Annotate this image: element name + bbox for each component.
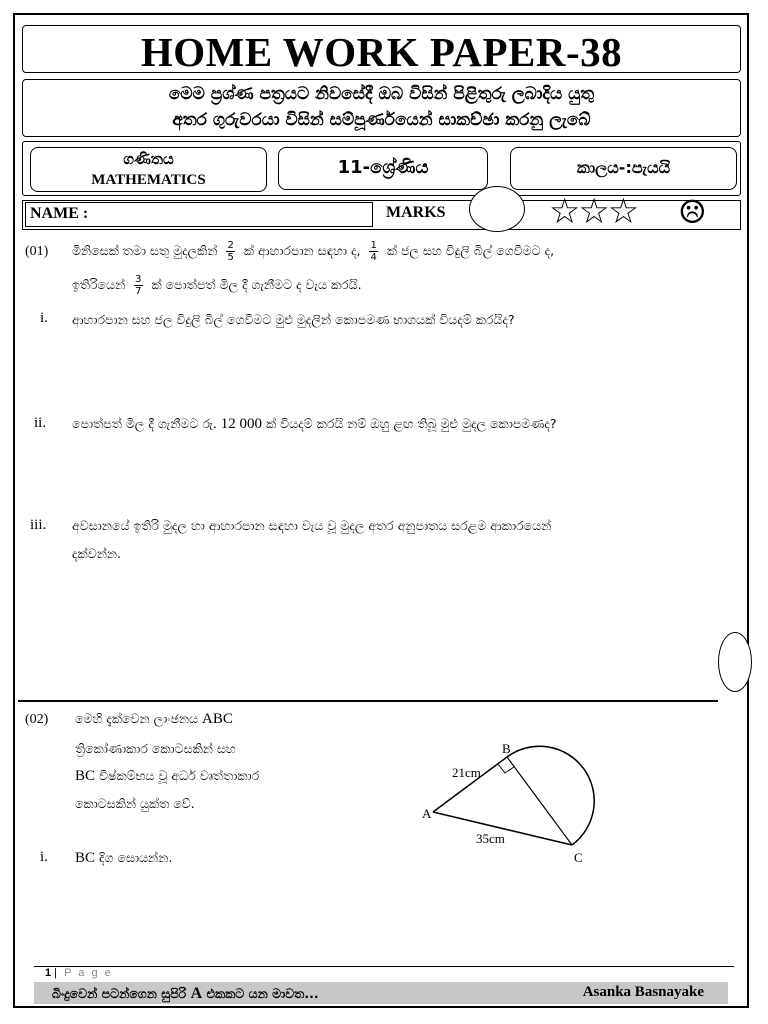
q1-number: (01) — [25, 244, 49, 259]
subject-sinhala: ගණිතය — [123, 150, 174, 168]
section-divider — [18, 700, 718, 702]
side-marks-oval[interactable] — [718, 632, 752, 692]
q1-line-1 — [72, 240, 554, 263]
q1-part-ii-amount: 12 000 — [220, 416, 263, 432]
fraction-numerator: 1 — [370, 240, 377, 251]
q1-part-ii-text-a: පොත්පත් මිල දී ගැනීමට රු. — [72, 416, 217, 431]
name-field[interactable] — [25, 202, 373, 227]
subject-english: MATHEMATICS — [91, 172, 206, 188]
footer-slogan-c: එකකට යන මාවත... — [206, 986, 319, 1001]
time-box — [510, 147, 737, 190]
grade-box — [278, 147, 488, 190]
subject-box — [30, 147, 267, 192]
q2-number: (02) — [25, 712, 49, 727]
q1-part-i-text: ආහාරපාන සහ ජල විදුලි බිල් ගෙවීමට මුළු මුදලින් කොපමණ භාගයක් වියදම් කරයිද? — [72, 312, 515, 327]
vertex-b-label: B — [502, 741, 511, 756]
q1-part-i-label: i. — [40, 310, 48, 326]
fraction-denominator: 4 — [370, 252, 377, 263]
grade-label: 11-ශ්‍රේණිය — [337, 157, 429, 178]
q1-text-1b: ක් ආහාරපාන සඳහා ද, — [243, 243, 361, 258]
footer-slogan-b: A — [190, 985, 203, 1002]
fraction-numerator: 3 — [135, 274, 142, 285]
q2-line-3 — [75, 768, 259, 785]
q2-line-3b: විෂ්කම්භය වූ අර්ධ වෘත්තාකාර — [99, 768, 260, 783]
q2-line-2: ත්‍රිකෝණාකාර කොටසකින් සහ — [75, 741, 236, 756]
title-box — [22, 25, 741, 73]
q1-part-ii-text-b: ක් වියදම් කරයි නම් ඔහු ළඟ තිබූ මුළු මුදල කොපමණද? — [266, 416, 557, 431]
q2-part-i-label: i. — [40, 849, 48, 865]
fraction-2-5 — [226, 240, 234, 263]
vertex-c-label: C — [574, 850, 583, 865]
semicircle-arc — [507, 746, 594, 845]
q2-line-1 — [75, 711, 233, 728]
q2-part-i-text — [75, 850, 172, 867]
fraction-1-4 — [369, 240, 377, 263]
page-number: 1 | P a g e — [45, 967, 113, 979]
footer-slogan-a: බිංදුවෙන් පටන්ගෙන සුපිරි — [52, 986, 187, 1001]
q2-line-1b: ABC — [202, 711, 233, 727]
q2-line-3a: BC — [75, 768, 96, 784]
marks-label: MARKS — [386, 204, 446, 221]
name-label: NAME : — [30, 205, 89, 222]
page-word: P a g e — [64, 967, 113, 979]
footer-slogan — [52, 985, 319, 1003]
q1-part-iii-line-2: දක්වන්න. — [72, 546, 121, 561]
fraction-denominator: 7 — [135, 286, 142, 297]
fraction-3-7 — [134, 274, 142, 297]
q1-part-ii-label: ii. — [34, 415, 47, 431]
q1-part-iii-line-1: අවසානයේ ඉතිරි මුදල හා ආහාරපාන සඳහා වැය වූ මුදල අතර අනුපාතය සරළම ආකාරයෙන් — [72, 518, 552, 533]
footer-author: Asanka Basnayake — [582, 984, 704, 1000]
q2-line-1a: මෙහි දැක්වෙන ලාංඡනය — [75, 711, 199, 726]
q2-part-i-a: BC — [75, 850, 96, 866]
q2-line-4: කොටසකින් යුක්ත වේ. — [75, 796, 195, 811]
q1-text-1c: ක් ජල සහ විදුලි බිල් ගෙවීමට ද, — [386, 243, 555, 258]
time-label: කාලය-:පැයයි — [576, 158, 671, 177]
length-ac-label: 35cm — [476, 831, 505, 846]
fraction-denominator: 5 — [227, 252, 234, 263]
fraction-numerator: 2 — [227, 240, 234, 251]
instructions-box — [22, 79, 741, 137]
q2-part-i-b: දිග සොයන්න. — [99, 850, 173, 865]
instruction-line-2: අතර ගුරුවරයා විසින් සම්පූර්ණයෙන් සාකච්ඡා කරනු ලැබේ — [172, 110, 591, 130]
right-angle-marker — [498, 764, 514, 773]
vertex-a-label: A — [422, 806, 432, 821]
q1-text-1a: මිනිසෙක් තමා සතු මුදලකින් — [72, 243, 218, 258]
q1-text-2b: ක් පොත්පත් මිල දී ගැනීමට ද වැය කරයි. — [151, 277, 362, 292]
page-num-value: 1 — [45, 967, 52, 979]
logo-figure — [410, 735, 620, 870]
q1-line-2 — [72, 274, 362, 297]
instruction-line-1: මෙම ප්‍රශ්ණ පත්‍රයට නිවසේදී ඔබ විසින් පිළිතුරු ලබාදිය යුතු — [168, 84, 595, 104]
rating-stars-icon: ☆☆☆ — [549, 192, 638, 232]
q1-part-ii-text — [72, 416, 556, 433]
page-title: HOME WORK PAPER-38 — [140, 29, 623, 75]
q1-part-iii-label: iii. — [30, 517, 47, 533]
footer-rule — [34, 966, 734, 967]
frown-face-icon: ☹ — [678, 193, 707, 231]
q1-text-2a: ඉතිරියෙන් — [72, 277, 126, 292]
length-ab-label: 21cm — [452, 765, 481, 780]
marks-oval[interactable] — [469, 186, 525, 232]
